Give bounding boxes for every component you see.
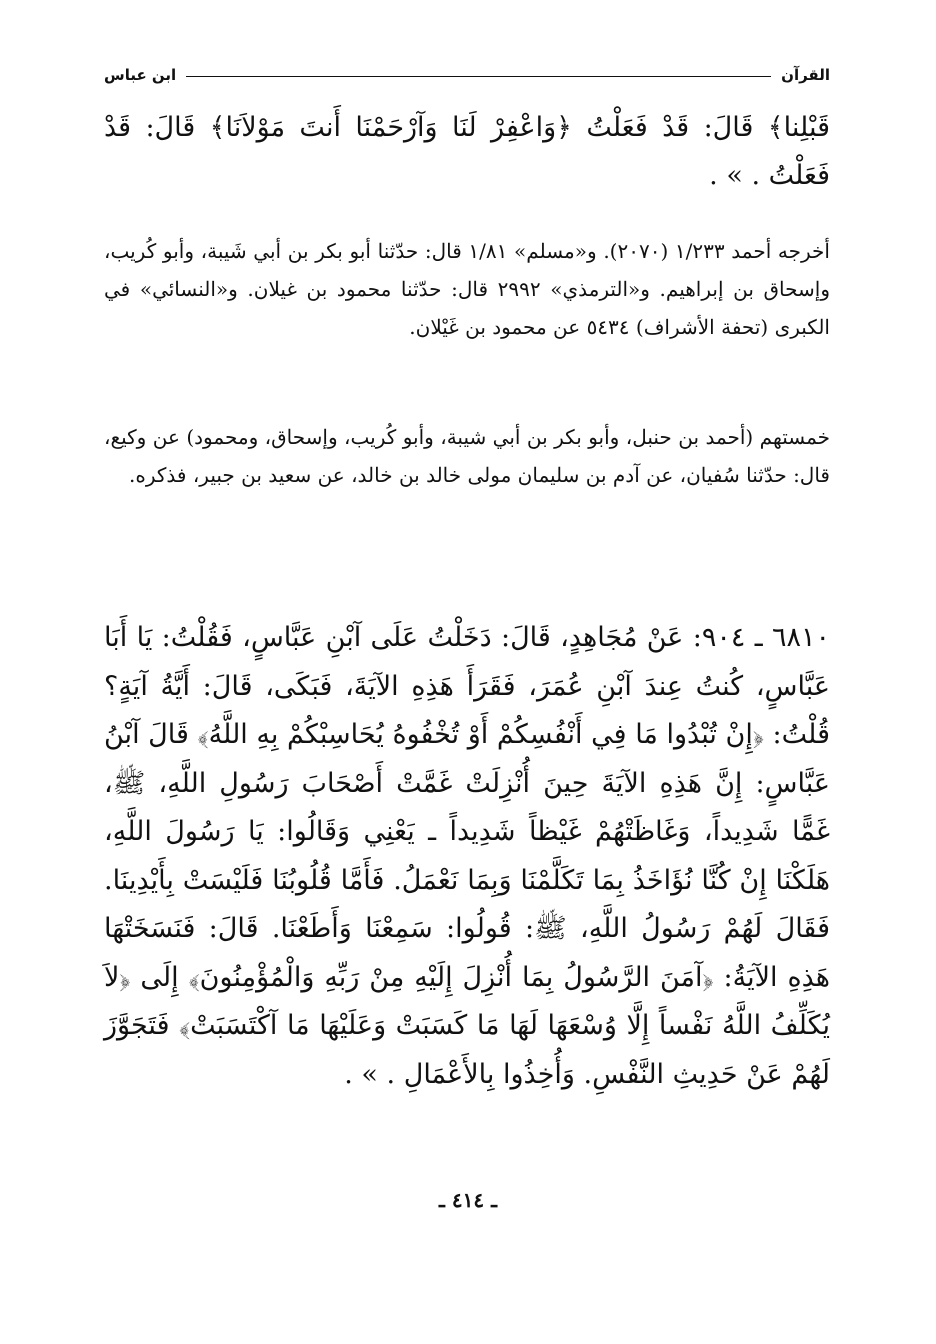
page-number: ـ ٤١٤ ـ — [439, 1188, 497, 1212]
isnad-footnote — [104, 418, 830, 494]
header-section-title: ابن عباس — [104, 66, 177, 84]
takhrij-text: أخرجه أحمد ١/٢٣٣ (٢٠٧٠). و«مسلم» ١/٨١ قال: حدّثنا أبو بكر بن أبي شَيبة، وأبو كُريب، وإسحاق بن إبراهيم. و«الترمذي» ٢٩٩٢ قال: حدّثنا محمود بن غيلان. و«النسائي» في الكبرى (تحفة الأشراف) ٥٤٣٤ عن محمود بن غَيْلان. — [104, 239, 831, 339]
header-chapter-title: القرآن — [781, 66, 830, 84]
takhrij-footnote — [104, 232, 830, 346]
running-header — [104, 62, 830, 88]
hadith-entry — [104, 614, 830, 1099]
hadith-text: ٦٨١٠ ـ ٩٠٤: عَنْ مُجَاهِدٍ، قَالَ: دَخَلْتُ عَلَى آبْنِ عَبَّاسٍ، فَقُلْتُ: يَا أَبَا عَبَّاسٍ، كُنتُ عِندَ آبْنِ عُمَرَ، فَقَرَأَ هَذِهِ الآيَةَ، فَبَكَى، قَالَ: أَيَّةُ آيَةٍ؟ قُلْتُ: ﴿إِنْ تُبْدُوا مَا فِي أَنْفُسِكُمْ أَوْ تُخْفُوهُ يُحَاسِبْكُمْ بِهِ اللَّهُ﴾ قَالَ آبْنُ عَبَّاسٍ: إِنَّ هَذِهِ الآيَةَ حِينَ أُنْزِلَتْ غَمَّتْ أَصْحَابَ رَسُولِ اللَّهِ، ﷺ، غَمًّا شَدِيداً، وَغَاظَتْهُمْ غَيْظاً شَدِيداً ـ يَعْنِي وَقَالُوا: يَا رَسُولَ اللَّهِ، هَلَكْنَا إِنْ كُنَّا نُؤَاخَذُ بِمَا تَكَلَّمْنَا وَبِمَا نَعْمَلُ. فَأَمَّا قُلُوبُنَا فَلَيْسَتْ بِأَيْدِينَا. فَقَالَ لَهُمْ رَسُولُ اللَّهِ، ﷺ: قُولُوا: سَمِعْنَا وَأَطَعْنَا. قَالَ: فَنَسَخَتْهَا هَذِهِ الآيَةُ: ﴿آمَنَ الرَّسُولُ بِمَا أُنْزِلَ إِلَيْهِ مِنْ رَبِّهِ وَالْمُؤْمِنُونَ﴾ إِلَى ﴿لاَ يُكَلِّفُ اللَّهُ نَفْساً إِلَّا وُسْعَهَا لَهَا مَا كَسَبَتْ وَعَلَيْهَا مَا آكْتَسَبَتْ﴾ فَتَجَوَّزَ لَهُمْ عَنْ حَدِيثِ النَّفْسِ. وَأُخِذُوا بِالأَعْمَالِ . » . — [104, 622, 831, 1090]
header-rule — [186, 76, 771, 77]
isnad-text: خمستهم (أحمد بن حنبل، وأبو بكر بن أبي شيبة، وأبو كُريب، وإسحاق، ومحمود) عن وكيع، قال: حدّثنا سُفيان، عن آدم بن سليمان مولى خالد بن خالد، عن سعيد بن جبير، فذكره. — [104, 425, 830, 487]
hadith-continuation-text: قَبْلِنا﴾ قَالَ: قَدْ فَعَلْتُ ﴿وَاعْفِرْ لَنَا وَآرْحَمْنَا أَنتَ مَوْلاَنَا﴾ قَالَ: قَدْ فَعَلْتُ . » . — [104, 112, 830, 191]
hadith-continuation — [104, 104, 830, 200]
